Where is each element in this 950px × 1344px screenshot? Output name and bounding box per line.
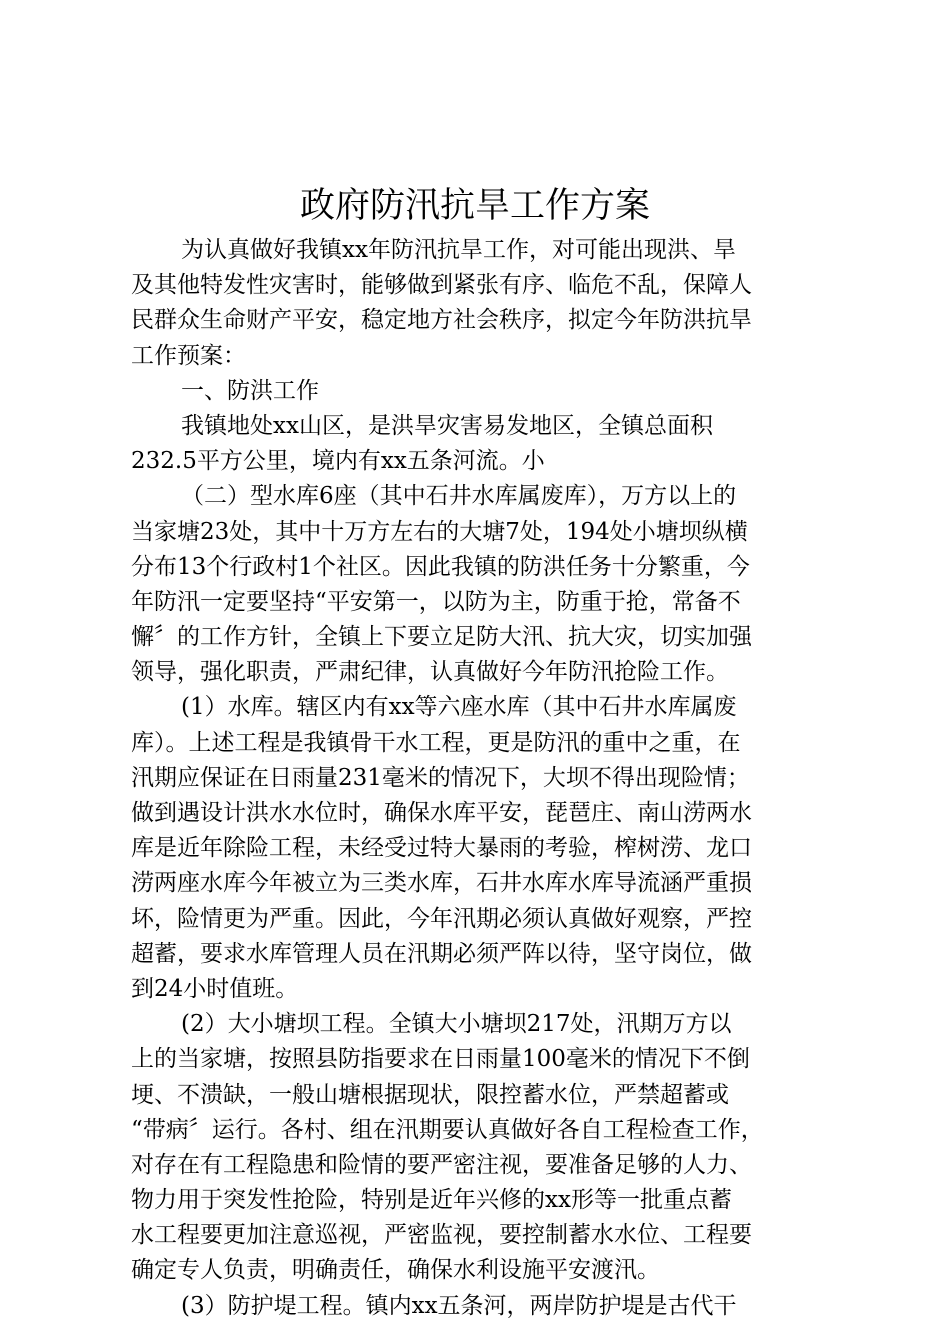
text-line: 领导，强化职责，严肃纪律，认真做好今年防汛抢险工作。 [131, 659, 729, 686]
text-line: 库是近年除险工程，未经受过特大暴雨的考验，榨树涝、龙口 [131, 835, 752, 862]
text-line: (3）防护堤工程。镇内xx五条河，两岸防护堤是古代干 [181, 1292, 737, 1319]
text-line: 到24小时值班。 [131, 975, 299, 1002]
text-line: 懈〞的工作方针，全镇上下要立足防大汛、抗大灾，切实加强 [131, 624, 752, 651]
text-line: 为认真做好我镇xx年防汛抗旱工作，对可能出现洪、旱 [181, 237, 736, 263]
text-line: 对存在有工程隐患和险情的要严密注视，要准备足够的人力、 [131, 1151, 752, 1178]
text-line: 分布13个行政村1个社区。因此我镇的防洪任务十分繁重，今 [131, 553, 750, 580]
text-line: 确定专人负责，明确责任，确保水利设施平安渡汛。 [131, 1257, 660, 1284]
text-line: 物力用于突发性抢险，特别是近年兴修的xx形等一批重点蓄 [131, 1187, 732, 1214]
text-line: 上的当家塘，按照县防指要求在日雨量100毫米的情况下不倒 [131, 1046, 750, 1073]
text-line: 水工程要更加注意巡视，严密监视，要控制蓄水水位、工程要 [131, 1222, 752, 1249]
text-line: 坏，险情更为严重。因此，今年汛期必须认真做好观察，严控 [131, 905, 752, 932]
text-line: 涝两座水库今年被立为三类水库，石井水库水库导流涵严重损 [131, 870, 752, 897]
text-line: 及其他特发性灾害时，能够做到紧张有序、临危不乱，保障人 [131, 272, 752, 299]
text-line: 当家塘23处，其中十万方左右的大塘7处，194处小塘坝纵横 [131, 518, 748, 545]
text-line: 年防汛一定要坚持“平安第一，以防为主，防重于抢，常备不 [131, 588, 741, 615]
text-line: 232.5平方公里，境内有xx五条河流。小 [131, 448, 545, 475]
document-title: 政府防汛抗旱工作方案 [299, 186, 650, 226]
text-line: 汛期应保证在日雨量231毫米的情况下，大坝不得出现险情； [131, 764, 750, 791]
document-body [131, 233, 831, 1324]
text-line: (2）大小塘坝工程。全镇大小塘坝217处，汛期万方以 [181, 1011, 732, 1038]
text-line: （二）型水库6座（其中石井水库属废库），万方以上的 [181, 483, 737, 510]
text-line: 库）。上述工程是我镇骨干水工程，更是防汛的重中之重，在 [131, 729, 741, 756]
text-line: 一、防洪工作 [181, 377, 319, 404]
text-line: 工作预案： [131, 342, 246, 369]
text-line: 超蓄，要求水库管理人员在汛期必须严阵以待，坚守岗位，做 [131, 940, 752, 967]
text-line: 民群众生命财产平安，稳定地方社会秩序，拟定今年防洪抗旱 [131, 307, 752, 334]
text-line: 做到遇设计洪水水位时，确保水库平安，琵琶庄、南山涝两水 [131, 800, 752, 826]
text-line: (1）水库。辖区内有xx等六座水库（其中石井水库属废 [181, 694, 737, 721]
text-line: 我镇地处xx山区，是洪旱灾害易发地区，全镇总面积 [181, 412, 713, 439]
text-line: 埂、不溃缺，一般山塘根据现状，限控蓄水位，严禁超蓄或 [131, 1081, 729, 1108]
text-line: “带病〞运行。各村、组在汛期要认真做好各自工程检查工作， [131, 1116, 764, 1143]
